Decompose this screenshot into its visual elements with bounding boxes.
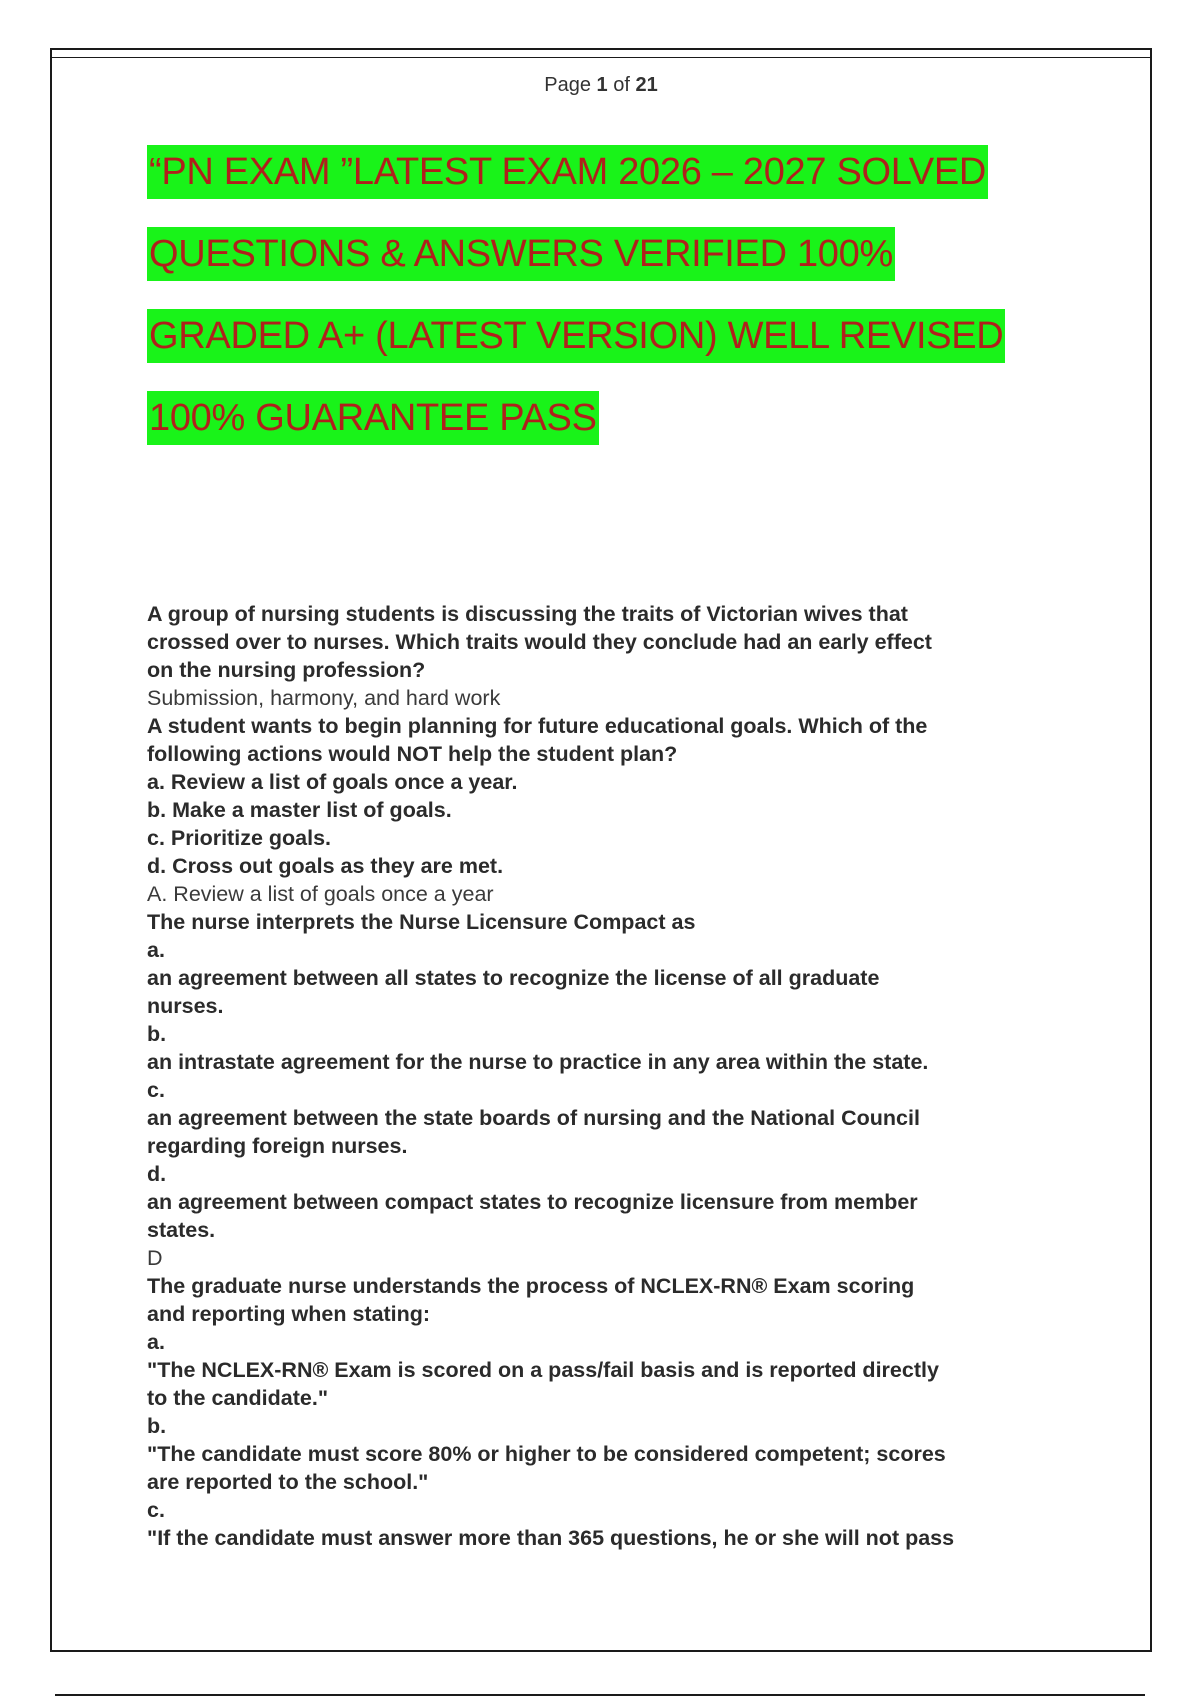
title-highlight: “PN EXAM ”LATEST EXAM 2026 – 2027 SOLVED [147, 145, 988, 199]
answer-line: D [147, 1246, 163, 1270]
page-label: Page [544, 74, 591, 96]
page-total: 21 [635, 74, 658, 96]
page-bottom-rule [55, 1694, 1145, 1696]
question-line: an intrastate agreement for the nurse to practice in any area within the state. [147, 1050, 929, 1074]
question-line: c. [147, 1078, 165, 1102]
page-frame [50, 48, 1152, 1652]
question-line: d. [147, 1162, 167, 1186]
title-highlight: 100% GUARANTEE PASS [147, 391, 599, 445]
question-line: regarding foreign nurses. [147, 1134, 408, 1158]
question-line: The nurse interprets the Nurse Licensure Compact as [147, 910, 696, 934]
title-line [147, 391, 1067, 473]
question-line: c. [147, 1498, 165, 1522]
question-line: d. Cross out goals as they are met. [147, 854, 504, 878]
question-line: following actions would NOT help the student plan? [147, 742, 678, 766]
title-line [147, 227, 1067, 309]
title-highlight: QUESTIONS & ANSWERS VERIFIED 100% [147, 227, 895, 281]
page-current: 1 [596, 74, 608, 96]
question-line: are reported to the school." [147, 1470, 429, 1494]
page-of: of [613, 74, 630, 96]
title-line [147, 309, 1067, 391]
answer-line: Submission, harmony, and hard work [147, 686, 501, 710]
question-line: A group of nursing students is discussing the traits of Victorian wives that [147, 602, 908, 626]
question-line: on the nursing profession? [147, 658, 426, 682]
question-line: an agreement between compact states to recognize licensure from member [147, 1190, 918, 1214]
title-line [147, 145, 1067, 227]
frame-top-rule [52, 57, 1150, 58]
question-line: "The NCLEX-RN® Exam is scored on a pass/fail basis and is reported directly [147, 1358, 939, 1382]
question-line: an agreement between all states to recognize the license of all graduate [147, 966, 880, 990]
question-line: "The candidate must score 80% or higher to be considered competent; scores [147, 1442, 946, 1466]
question-line: a. Review a list of goals once a year. [147, 770, 518, 794]
question-line: nurses. [147, 994, 224, 1018]
document-title [147, 145, 1067, 473]
question-line: b. [147, 1022, 167, 1046]
answer-line: A. Review a list of goals once a year [147, 882, 494, 906]
question-line: a. [147, 938, 165, 962]
question-line: b. Make a master list of goals. [147, 798, 452, 822]
question-line: The graduate nurse understands the process of NCLEX-RN® Exam scoring [147, 1274, 915, 1298]
question-line: "If the candidate must answer more than 365 questions, he or she will not pass [147, 1526, 955, 1550]
page-indicator [52, 74, 1150, 97]
question-list [147, 600, 1107, 1552]
title-highlight: GRADED A+ (LATEST VERSION) WELL REVISED [147, 309, 1005, 363]
question-line: a. [147, 1330, 165, 1354]
question-line: A student wants to begin planning for future educational goals. Which of the [147, 714, 928, 738]
question-line: an agreement between the state boards of nursing and the National Council [147, 1106, 920, 1130]
question-line: and reporting when stating: [147, 1302, 431, 1326]
question-line: states. [147, 1218, 216, 1242]
question-line: to the candidate." [147, 1386, 329, 1410]
question-line: crossed over to nurses. Which traits would they conclude had an early effect [147, 630, 932, 654]
question-line: b. [147, 1414, 167, 1438]
question-line: c. Prioritize goals. [147, 826, 331, 850]
